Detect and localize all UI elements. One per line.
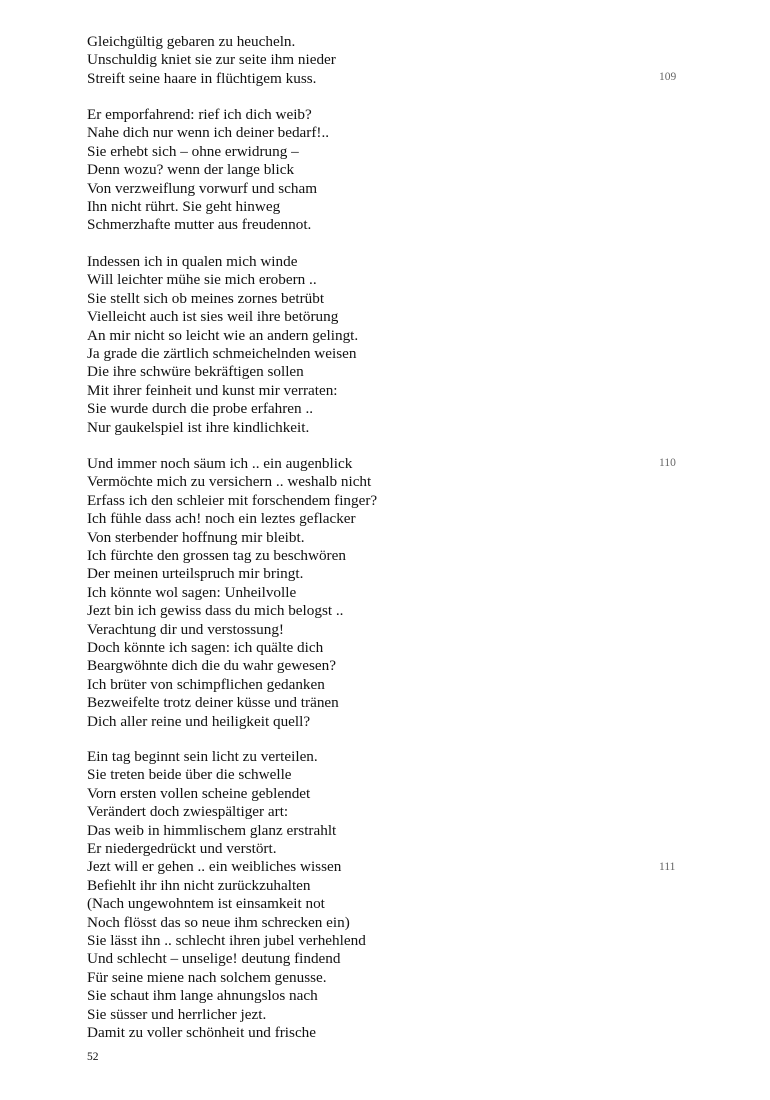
verse-line: Ich brüter von schimpflichen gedanken	[87, 675, 325, 693]
verse-line: Von sterbender hoffnung mir bleibt.	[87, 528, 305, 546]
verse-line: Ich könnte wol sagen: Unheilvolle	[87, 583, 297, 601]
verse-line: Unschuldig kniet sie zur seite ihm nieder	[87, 51, 336, 69]
margin-line-number: 110	[659, 457, 676, 469]
verse-line: An mir nicht so leicht wie an andern gelingt.	[87, 326, 359, 344]
verse-line: Nur gaukelspiel ist ihre kindlichkeit.	[87, 418, 310, 436]
verse-line: Bezweifelte trotz deiner küsse und tränen	[87, 694, 339, 712]
verse-line: Will leichter mühe sie mich erobern ..	[87, 271, 317, 289]
verse-line: Schmerzhafte mutter aus freudennot.	[87, 216, 312, 234]
stanza-5	[87, 748, 366, 1043]
verse-line: Ja grade die zärtlich schmeichelnden weisen	[87, 345, 357, 363]
verse-line: Der meinen urteilspruch mir bringt.	[87, 565, 304, 583]
margin-line-number: 109	[659, 71, 677, 83]
stanza-1	[87, 33, 336, 88]
verse-line: Sie süsser und herrlicher jezt.	[87, 1005, 267, 1023]
verse-line: Beargwöhnte dich die du wahr gewesen?	[87, 657, 336, 675]
verse-line: Von verzweiflung vorwurf und scham	[87, 179, 318, 197]
verse-line: Sie erhebt sich – ohne erwidrung –	[87, 142, 299, 160]
verse-line: Befiehlt ihr ihn nicht zurückzuhalten	[87, 876, 311, 894]
verse-line: Jezt will er gehen .. ein weibliches wissen	[87, 858, 342, 876]
verse-line: Er niedergedrückt und verstört.	[87, 840, 277, 858]
verse-line: Er emporfahrend: rief ich dich weib?	[87, 106, 312, 123]
stanza-2	[87, 106, 329, 235]
page-number: 52	[87, 1051, 99, 1063]
verse-line: Denn wozu? wenn der lange blick	[87, 161, 295, 179]
verse-line: Nahe dich nur wenn ich deiner bedarf!..	[87, 124, 330, 142]
verse-line: Ihn nicht rührt. Sie geht hinweg	[87, 198, 281, 216]
verse-line: Streift seine haare in flüchtigem kuss.	[87, 69, 317, 87]
verse-line: Sie treten beide über die schwelle	[87, 766, 292, 784]
verse-line: Sie wurde durch die probe erfahren ..	[87, 400, 314, 418]
verse-line: Vielleicht auch ist sies weil ihre betörung	[87, 308, 339, 326]
verse-line: Mit ihrer feinheit und kunst mir verraten:	[87, 381, 338, 399]
stanza-3	[87, 253, 358, 437]
verse-line: Indessen ich in qualen mich winde	[87, 253, 298, 270]
verse-line: Verachtung dir und verstossung!	[87, 620, 284, 638]
verse-line: Ich fürchte den grossen tag zu beschwören	[87, 547, 346, 565]
verse-line: Sie schaut ihm lange ahnungslos nach	[87, 987, 318, 1005]
verse-line: Sie lässt ihn .. schlecht ihren jubel verhehlend	[87, 932, 366, 950]
verse-line: Doch könnte ich sagen: ich quälte dich	[87, 639, 324, 657]
verse-line: Jezt bin ich gewiss dass du mich belogst ..	[87, 602, 344, 620]
verse-line: Verändert doch zwiespältiger art:	[87, 803, 289, 821]
margin-line-number: 111	[659, 861, 676, 873]
verse-line: Für seine miene nach solchem genusse.	[87, 968, 327, 986]
verse-line: Noch flösst das so neue ihm schrecken ein)	[87, 913, 350, 931]
verse-line: Und schlecht – unselige! deutung findend	[87, 950, 341, 968]
verse-line: Sie stellt sich ob meines zornes betrübt	[87, 289, 325, 307]
verse-line: Damit zu voller schönheit und frische	[87, 1024, 317, 1042]
verse-line: (Nach ungewohntem ist einsamkeit not	[87, 895, 325, 913]
verse-line: Erfass ich den schleier mit forschendem finger?	[87, 491, 378, 509]
verse-line: Ein tag beginnt sein licht zu verteilen.	[87, 748, 318, 765]
stanza-4	[87, 455, 377, 731]
verse-line: Gleichgültig gebaren zu heucheln.	[87, 33, 296, 50]
verse-line: Das weib in himmlischem glanz erstrahlt	[87, 821, 337, 839]
verse-line: Vermöchte mich zu versichern .. weshalb nicht	[87, 473, 372, 491]
verse-line: Ich fühle dass ach! noch ein leztes geflacker	[87, 510, 356, 528]
verse-line: Dich aller reine und heiligkeit quell?	[87, 712, 311, 730]
verse-line: Vorn ersten vollen scheine geblendet	[87, 784, 311, 802]
verse-line: Und immer noch säum ich .. ein augenblick	[87, 455, 353, 472]
verse-line: Die ihre schwüre bekräftigen sollen	[87, 363, 304, 381]
